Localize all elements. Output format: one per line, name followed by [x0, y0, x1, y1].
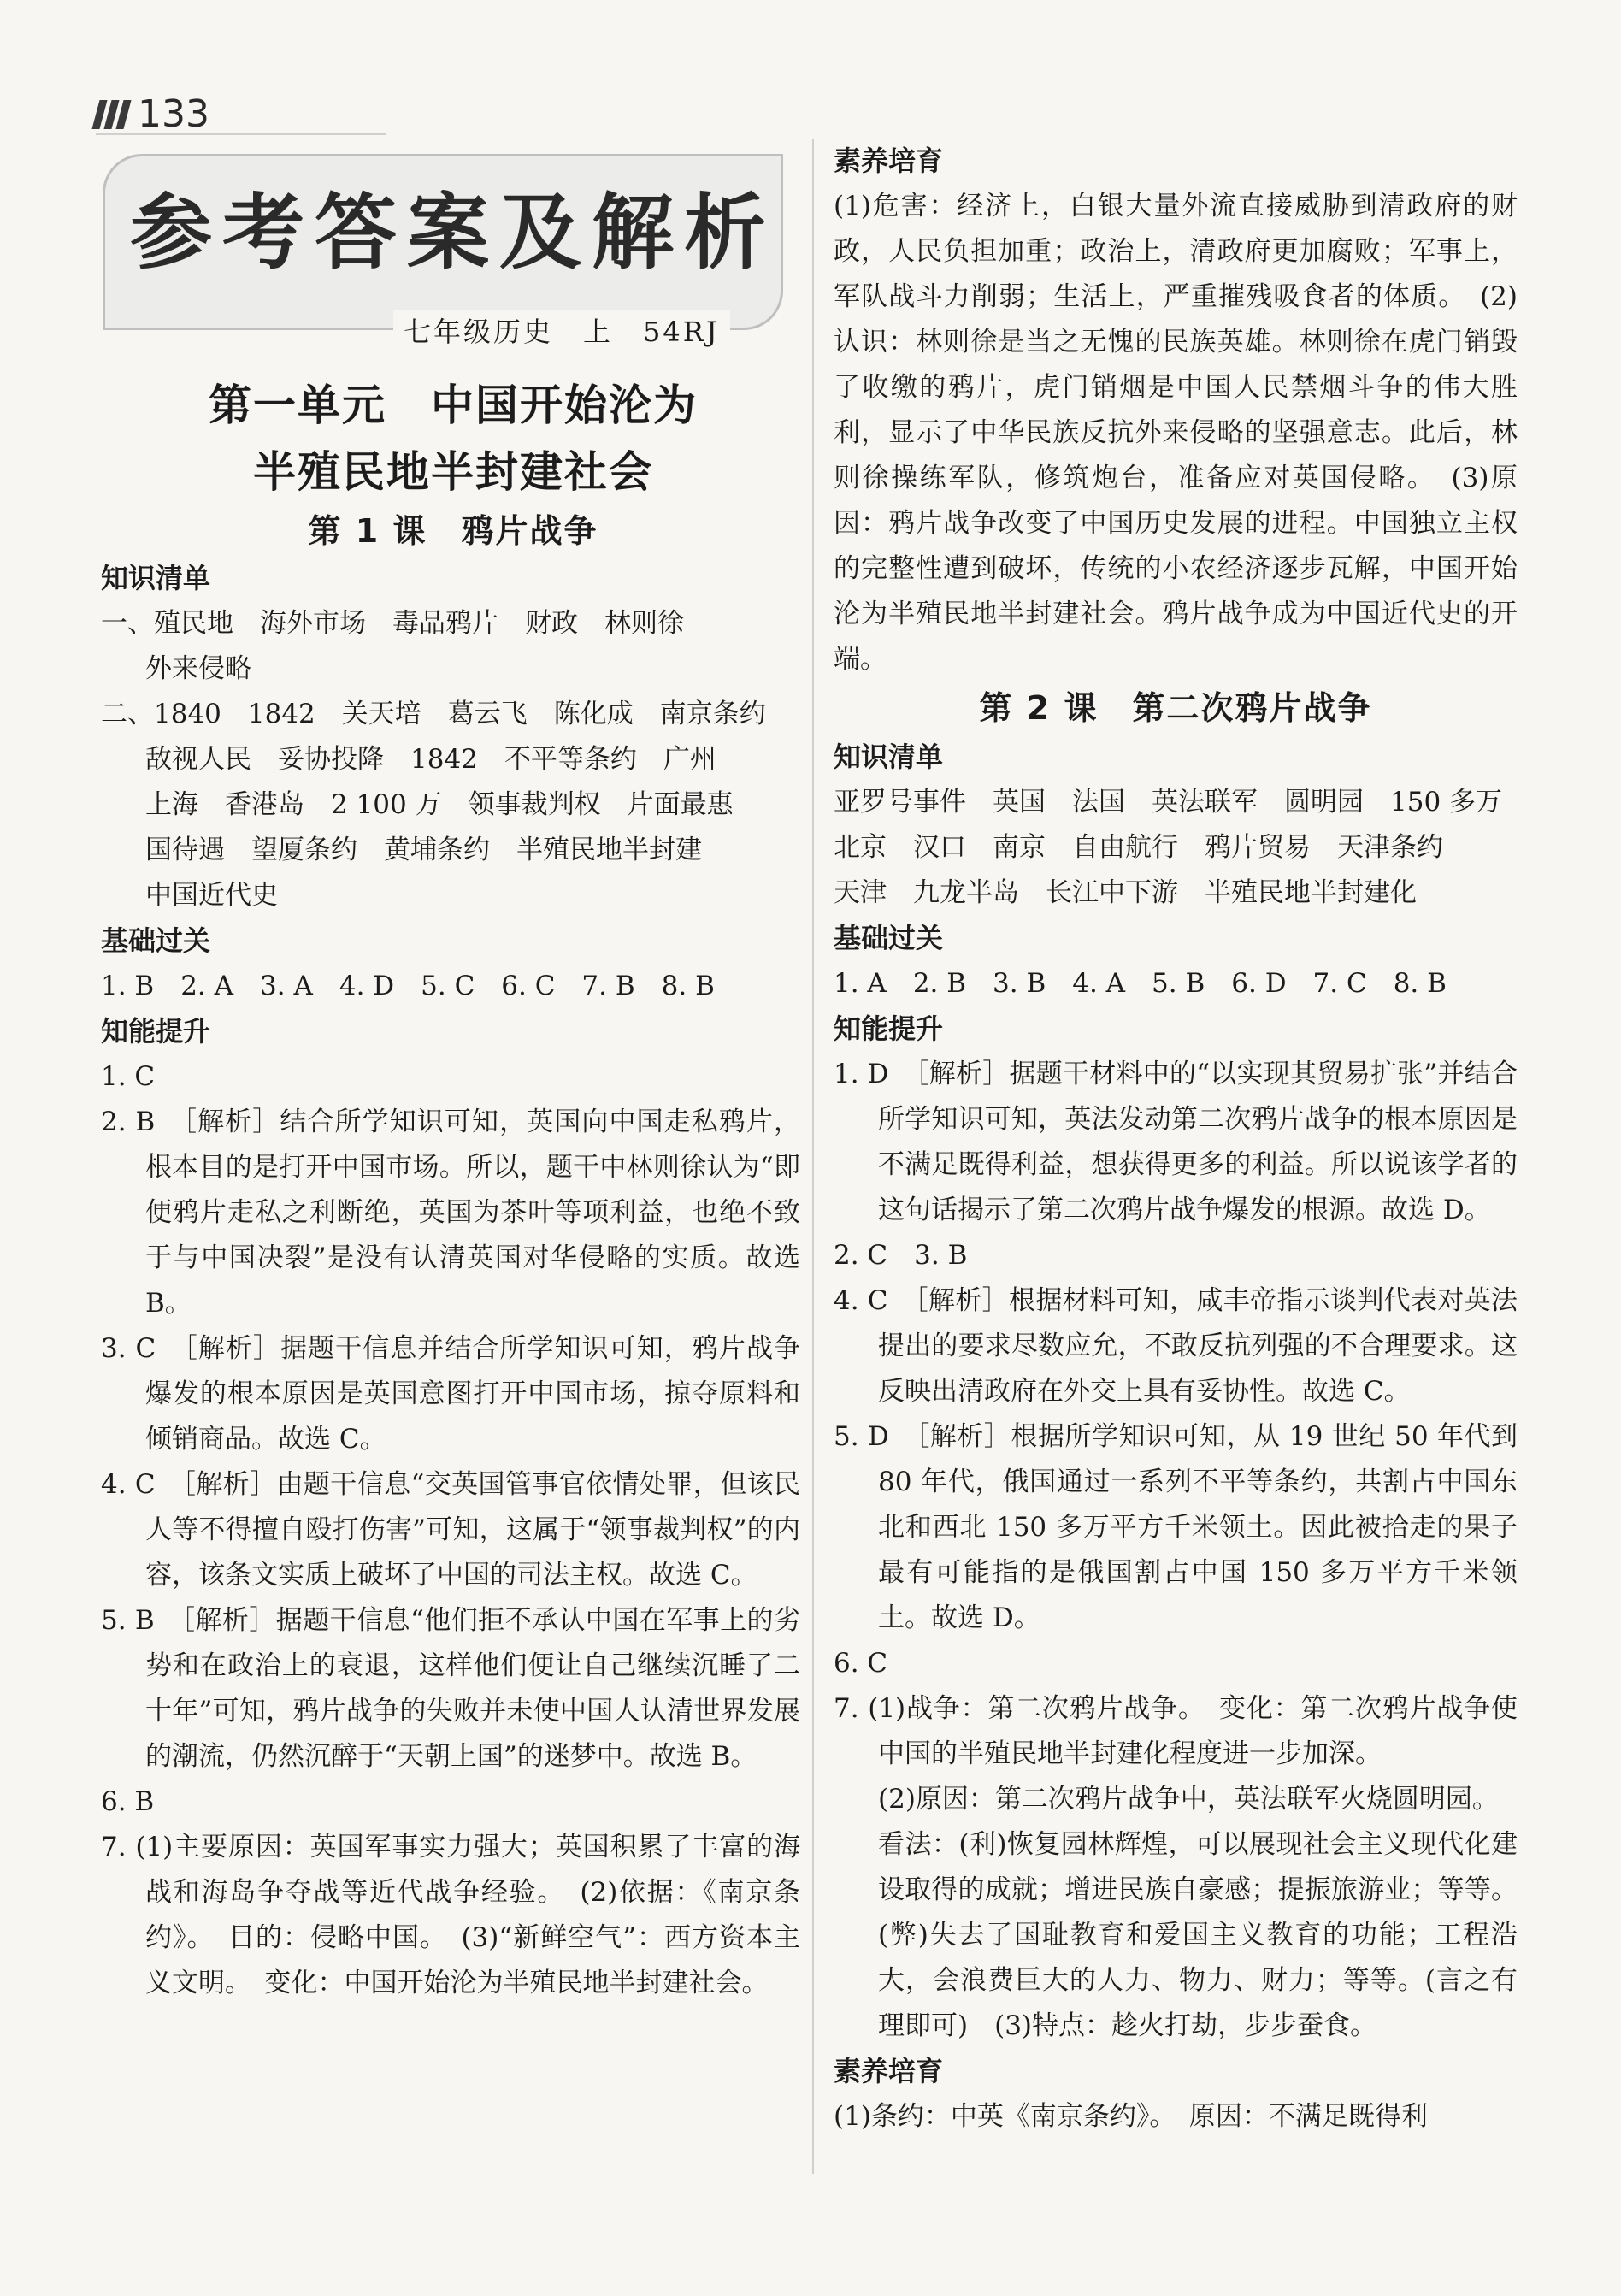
answer-item: 1. D ［解析］据题干材料中的“以实现其贸易扩张”并结合所学知识可知，英法发动第二次鸦片战争的根本原因是不满足既得利益，想获得更多的利益。所以说该学者的这句话揭示了第二次鸦片战争爆发的根源。故选 D。 — [834, 1059, 1518, 1225]
lesson1-title: 第 1 课 鸦片战争 — [308, 512, 598, 550]
answer-item: 2. B ［解析］结合所学知识可知，英国向中国走私鸦片，根本目的是打开中国市场。所以，题干中林则徐认为“即便鸦片走私之利断绝，英国为茶叶等项利益，也绝不致于与中国决裂”是没有认清英国对华侵略的实质。故选 B。 — [101, 1107, 800, 1319]
knowledge-line: 天津 九龙半岛 长江中下游 半殖民地半封建化 — [834, 877, 1417, 908]
knowledge-line: 北京 汉口 南京 自由航行 鸦片贸易 天津条约 — [834, 832, 1443, 863]
column-divider — [812, 139, 814, 2174]
answer-item: 4. C ［解析］由题干信息“交英国管事官依情处罪，但该民人等不得擅自殴打伤害”可知，这属于“领事裁判权”的内容，该条文实质上破坏了中国的司法主权。故选 C。 — [101, 1469, 800, 1591]
page-subtitle: 七年级历史 上 54RJ — [393, 310, 730, 350]
lesson2-cultivation-heading: 素养培育 — [834, 2055, 944, 2087]
answer-item: 5. D ［解析］根据所学知识可知，从 19 世纪 50 年代到 80 年代，俄国通过一系列不平等条约，共割占中国东北和西北 150 多万平方千米领土。因此被拾走的果子最有可能指的是俄国割占中国 150 多万平方千米领土。故选 D。 — [834, 1421, 1518, 1633]
right-column — [834, 139, 1518, 2140]
answer-item: 1. C — [101, 1061, 156, 1092]
knowledge-line: 敌视人民 妥协投降 1842 不平等条约 广州 — [145, 744, 716, 775]
page-title: 参考答案及解析 — [130, 185, 776, 280]
cultivation-text: (1)危害：经济上，白银大量外流直接威胁到清政府的财政，人民负担加重；政治上，清政府更加腐败；军事上，军队战斗力削弱；生活上，严重摧残吸食者的体质。 (2)认识：林则徐是当之无愧的民族英雄。林则徐在虎门销毁了收缴的鸦片，虎门销烟是中国人民禁烟斗争的伟大胜利，显示了中华民族反抗外来侵略的坚强意志。此后，林则徐操练军队，修筑炮台，准备应对英国侵略。 (3)原因：鸦片战争改变了中国历史发展的进程。中国独立主权的完整性遭到破坏，传统的小农经济逐步瓦解，中国开始沦为半殖民地半封建社会。鸦片战争成为中国近代史的开端。 — [834, 191, 1518, 675]
lesson1-cultivation-heading: 素养培育 — [834, 145, 944, 177]
header-rule — [96, 133, 386, 135]
lesson2-knowledge-heading: 知识清单 — [834, 741, 944, 773]
basic-answers: 1. A 2. B 3. B 4. A 5. B 6. D 7. C 8. B — [834, 968, 1447, 999]
answer-item: 6. B — [101, 1786, 155, 1817]
unit-title-line1: 第一单元 中国开始沦为 — [209, 381, 698, 430]
lesson2-basic-heading: 基础过关 — [834, 922, 944, 954]
basic-answers: 1. B 2. A 3. A 4. D 5. C 6. C 7. B 8. B — [101, 971, 715, 1001]
knowledge-line: 中国近代史 — [145, 880, 278, 911]
answer-item: (2)原因：第二次鸦片战争中，英法联军火烧圆明园。 — [878, 1784, 1499, 1815]
answer-item: 5. B ［解析］据题干信息“他们拒不承认中国在军事上的劣势和在政治上的衰退，这样他们便让自己继续沉睡了二十年”可知，鸦片战争的失败并未使中国人认清世界发展的潮流，仍然沉醉于“天朝上国”的迷梦中。故选 B。 — [101, 1605, 800, 1772]
answer-item: 7. (1)战争：第二次鸦片战争。 变化：第二次鸦片战争使中国的半殖民地半封建化程度进一步加深。 — [834, 1693, 1518, 1769]
cultivation-text: (1)条约：中英《南京条约》。 原因：不满足既得利 — [834, 2101, 1428, 2132]
answer-item: 4. C ［解析］根据材料可知，咸丰帝指示谈判代表对英法提出的要求尽数应允，不敢反抗列强的不合理要求。这反映出清政府在外交上具有妥协性。故选 C。 — [834, 1285, 1518, 1407]
knowledge-line: 一、殖民地 海外市场 毒品鸦片 财政 林则徐 — [101, 608, 684, 639]
knowledge-line: 二、1840 1842 关天培 葛云飞 陈化成 南京条约 — [101, 699, 766, 729]
knowledge-line: 上海 香港岛 2 100 万 领事裁判权 片面最惠 — [145, 789, 734, 820]
answer-item: 6. C — [834, 1648, 888, 1679]
unit-title-line2: 半殖民地半封建社会 — [253, 447, 653, 497]
lesson1-basic-heading: 基础过关 — [101, 924, 211, 957]
answer-item: 看法：(利)恢复园林辉煌，可以展现社会主义现代化建设取得的成就；增进民族自豪感；提振旅游业；等等。(弊)失去了国耻教育和爱国主义教育的功能；工程浩大，会浪费巨大的人力、物力、财力；等等。(言之有理即可) (3)特点：趁火打劫，步步蚕食。 — [878, 1829, 1518, 2041]
page-number: 133 — [138, 92, 209, 136]
lesson2-ability-heading: 知能提升 — [834, 1012, 944, 1045]
unit-title — [103, 372, 804, 557]
lesson1-ability-heading: 知能提升 — [101, 1015, 211, 1048]
page-header — [96, 92, 209, 136]
answer-item: 7. (1)主要原因：英国军事实力强大；英国积累了丰富的海战和海岛争夺战等近代战争经验。 (2)依据：《南京条约》。 目的：侵略中国。 (3)“新鲜空气”：西方资本主义文明。 变化：中国开始沦为半殖民地半封建社会。 — [101, 1832, 800, 1998]
answer-item: 3. C ［解析］据题干信息并结合所学知识可知，鸦片战争爆发的根本原因是英国意图打开中国市场，掠夺原料和倾销商品。故选 C。 — [101, 1333, 800, 1455]
left-column — [101, 556, 800, 2006]
knowledge-line: 外来侵略 — [145, 653, 251, 684]
header-bars-icon — [96, 100, 127, 129]
lesson2-title: 第 2 课 第二次鸦片战争 — [979, 689, 1372, 727]
answer-item: 2. C 3. B — [834, 1240, 968, 1271]
knowledge-line: 国待遇 望厦条约 黄埔条约 半殖民地半封建 — [145, 835, 702, 865]
knowledge-line: 亚罗号事件 英国 法国 英法联军 圆明园 150 多万 — [834, 787, 1503, 817]
lesson1-knowledge-heading: 知识清单 — [101, 562, 211, 594]
